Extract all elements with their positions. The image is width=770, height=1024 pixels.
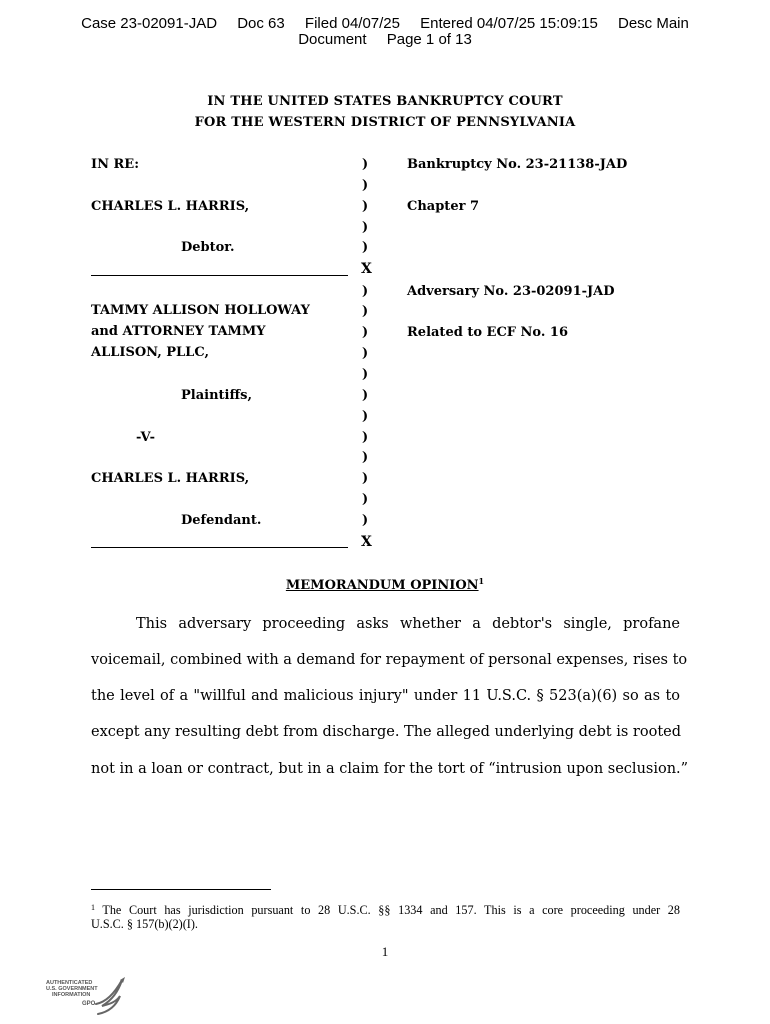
body-line-4: except any resulting debt from discharge. The alleged underlying debt is rooted — [91, 724, 682, 740]
caption-paren: ) — [362, 284, 369, 299]
caption-rule-top — [91, 275, 348, 276]
defendant-name: CHARLES L. HARRIS, — [91, 471, 250, 486]
caption-paren: ) — [362, 199, 369, 214]
plaintiff-line-1: TAMMY ALLISON HOLLOWAY — [91, 303, 310, 318]
eagle-icon — [92, 974, 128, 1018]
caption-paren: ) — [362, 388, 369, 403]
body-line-1: This adversary proceeding asks whether a debtor's single, profane — [136, 616, 680, 632]
caption-paren: ) — [362, 240, 369, 255]
caption-paren: ) — [362, 430, 369, 445]
debtor-label: Debtor. — [181, 240, 235, 255]
caption-paren: ) — [362, 492, 369, 507]
desc-label: Desc Main — [618, 15, 689, 32]
plaintiffs-label: Plaintiffs, — [181, 388, 252, 403]
caption-paren: ) — [362, 450, 369, 465]
filed-date: Filed 04/07/25 — [304, 15, 400, 32]
gpo-seal-line3: INFORMATION — [52, 992, 91, 998]
caption-paren: ) — [362, 157, 369, 172]
opinion-title — [0, 576, 770, 593]
caption-paren: ) — [362, 471, 369, 486]
caption-x-mark: X — [361, 534, 372, 550]
court-name-line1: IN THE UNITED STATES BANKRUPTCY COURT — [207, 94, 563, 109]
document-label: Document — [298, 31, 367, 48]
caption-paren: ) — [362, 346, 369, 361]
plaintiff-line-2: and ATTORNEY TAMMY — [91, 324, 266, 339]
ecf-header-line1 — [0, 15, 770, 32]
body-line-2: voicemail, combined with a demand for repayment of personal expenses, rises to — [91, 652, 688, 668]
caption-x-mark: X — [361, 261, 372, 277]
case-number: Case 23-02091-JAD — [81, 15, 218, 32]
caption-paren: ) — [362, 220, 369, 235]
gpo-seal-line1: AUTHENTICATED — [46, 980, 93, 986]
caption-paren: ) — [362, 325, 369, 340]
plaintiff-line-3: ALLISON, PLLC, — [91, 345, 209, 360]
footnote-line-2: U.S.C. § 157(b)(2)(I). — [91, 917, 198, 931]
bankruptcy-number: Bankruptcy No. 23-21138-JAD — [407, 157, 628, 172]
doc-number: Doc 63 — [237, 15, 285, 32]
entered-date: Entered 04/07/25 15:09:15 — [420, 15, 598, 32]
caption-rule-bottom — [91, 547, 348, 548]
body-line-5: not in a loan or contract, but in a claim for the tort of “intrusion upon seclusion.” — [91, 761, 689, 777]
opinion-title-text: MEMORANDUM OPINION — [285, 578, 479, 593]
adversary-number: Adversary No. 23-02091-JAD — [407, 284, 615, 299]
related-ecf: Related to ECF No. 16 — [407, 325, 569, 340]
caption-paren: ) — [362, 304, 369, 319]
caption-paren: ) — [362, 409, 369, 424]
page-number: 1 — [381, 944, 389, 959]
gpo-seal-line2: U.S. GOVERNMENT — [46, 986, 98, 992]
in-re-label: IN RE: — [91, 157, 140, 172]
footnote-separator — [91, 889, 271, 890]
footnote-text-1: The Court has jurisdiction pursuant to 28 U.S.C. §§ 1334 and 157. This is a core proceeding under 28 — [95, 903, 680, 917]
footnote-mark: 1 — [91, 903, 95, 912]
caption-paren: ) — [362, 178, 369, 193]
court-name-line2: FOR THE WESTERN DISTRICT OF PENNSYLVANIA — [194, 115, 576, 130]
chapter-label: Chapter 7 — [407, 199, 480, 214]
gpo-seal-mark: GPO — [82, 1001, 96, 1007]
body-line-3: the level of a "willful and malicious injury" under 11 U.S.C. § 523(a)(6) so as to — [91, 688, 680, 704]
defendant-label: Defendant. — [181, 513, 262, 528]
footnote-reference: 1 — [478, 576, 485, 586]
caption-paren: ) — [362, 513, 369, 528]
caption-paren: ) — [362, 367, 369, 382]
gpo-seal — [42, 974, 132, 1018]
page-count: Page 1 of 13 — [386, 31, 472, 48]
debtor-name: CHARLES L. HARRIS, — [91, 199, 250, 214]
versus-label: -V- — [136, 430, 155, 445]
ecf-header-line2 — [0, 31, 770, 48]
